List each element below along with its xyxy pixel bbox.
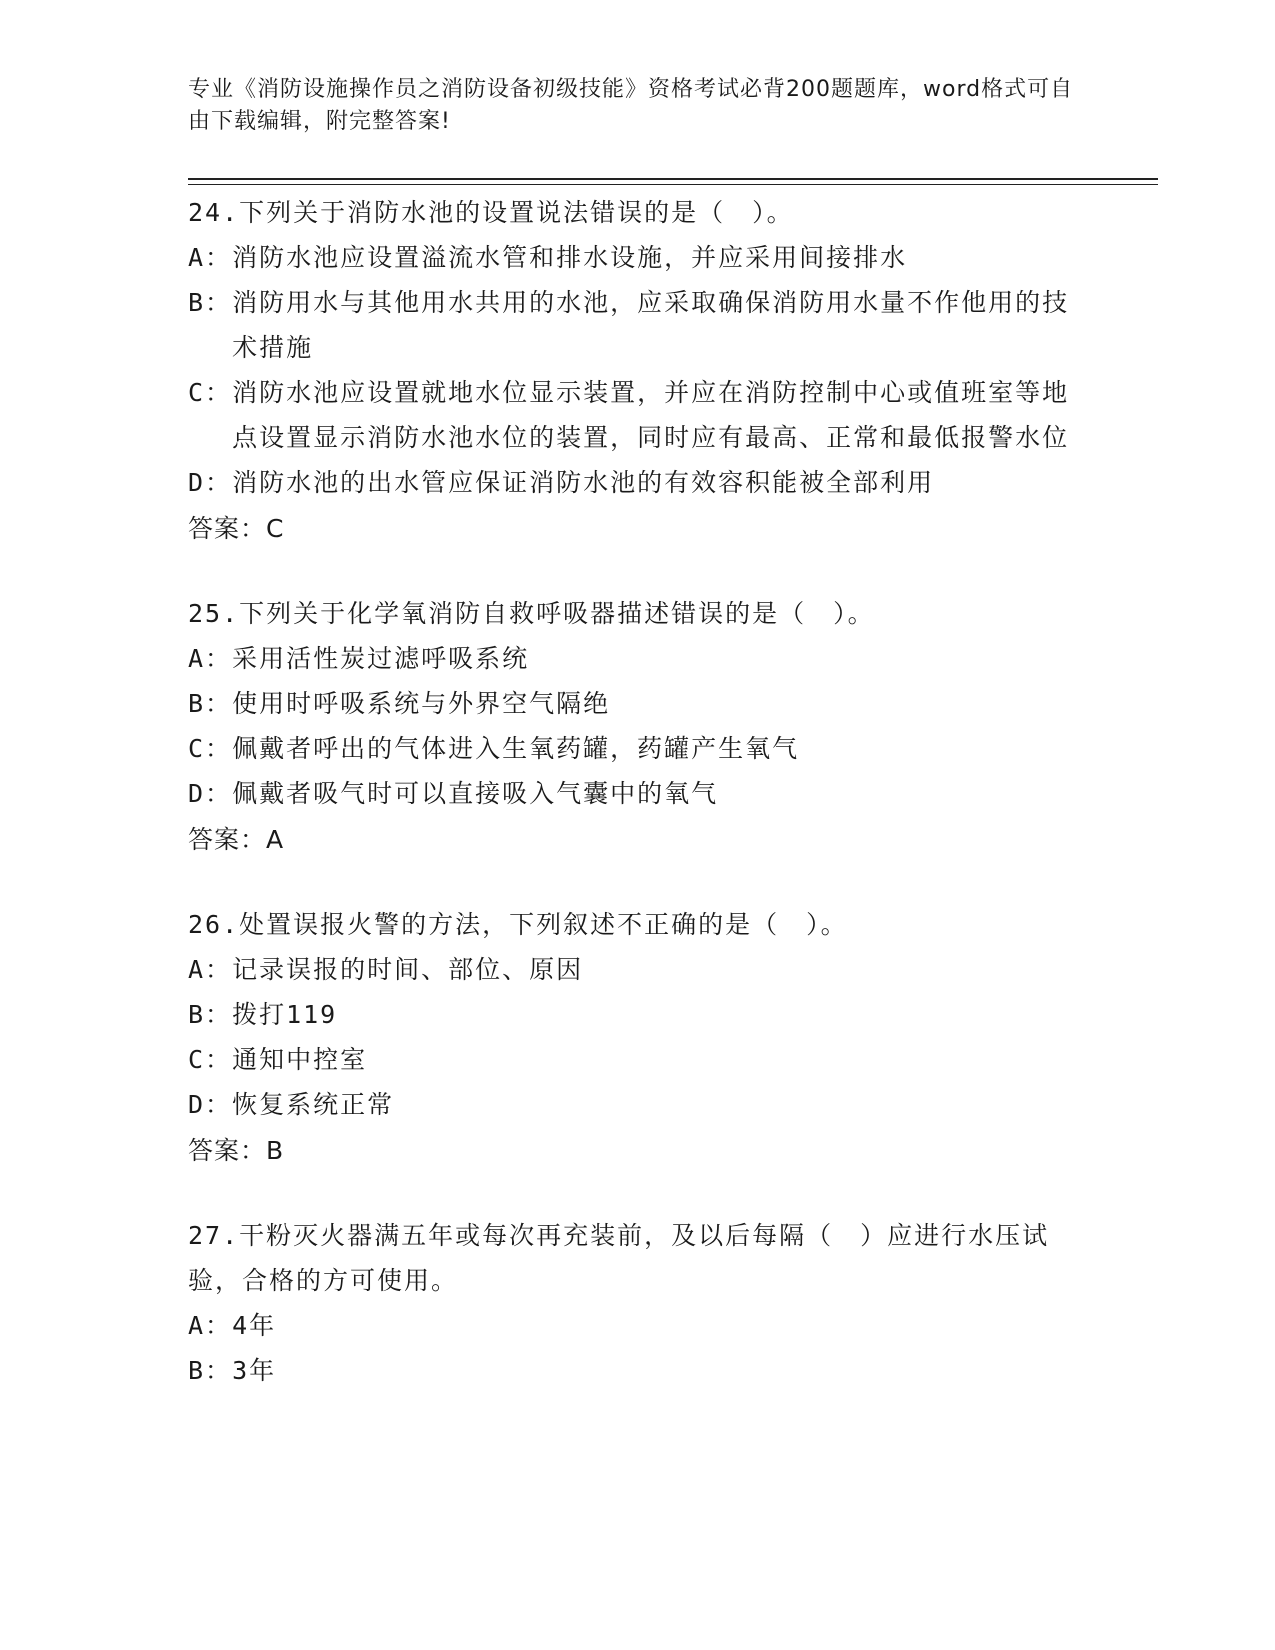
option-c: [188, 370, 1088, 460]
question-25: [188, 591, 1088, 864]
option-c: [188, 726, 1088, 771]
option-text: 恢复系统正常: [232, 1090, 395, 1119]
header-rule-thick: [188, 178, 1158, 180]
option-label: A：: [188, 955, 233, 984]
option-text: 4年: [232, 1311, 277, 1340]
option-b: [188, 280, 1088, 370]
option-d: [188, 771, 1088, 816]
option-label: A：: [188, 644, 233, 673]
option-text: 佩戴者呼出的气体进入生氧药罐，药罐产生氧气: [232, 734, 800, 763]
option-text: 通知中控室: [232, 1045, 368, 1074]
option-b: [188, 681, 1088, 726]
option-label: C：: [188, 734, 233, 763]
option-label: B：: [188, 1356, 233, 1385]
option-text: 消防水池应设置就地水位显示装置，并应在消防控制中心或值班室等地点设置显示消防水池水位的装置，同时应有最高、正常和最低报警水位: [232, 378, 1070, 452]
option-label: C：: [188, 1045, 233, 1074]
question-stem: 27.干粉灭火器满五年或每次再充装前，及以后每隔（ ）应进行水压试验，合格的方可使用。: [188, 1221, 1050, 1295]
option-text: 消防用水与其他用水共用的水池，应采取确保消防用水量不作他用的技术措施: [232, 288, 1070, 362]
option-text: 拨打119: [232, 1000, 338, 1029]
question-26: [188, 902, 1088, 1175]
option-b: [188, 1348, 1088, 1393]
option-d: [188, 1082, 1088, 1127]
option-label: B：: [188, 288, 233, 317]
option-d: [188, 460, 1088, 505]
option-label: B：: [188, 1000, 233, 1029]
option-text: 消防水池的出水管应保证消防水池的有效容积能被全部利用: [232, 468, 935, 497]
document-header: 专业《消防设施操作员之消防设备初级技能》资格考试必背200题题库，word格式可自由下载编辑，附完整答案!: [188, 77, 1074, 134]
option-label: D：: [188, 468, 233, 497]
question-stem: 26.处置误报火警的方法，下列叙述不正确的是（ ）。: [188, 910, 848, 939]
option-b: [188, 992, 1088, 1037]
option-label: A：: [188, 1311, 233, 1340]
option-a: [188, 947, 1088, 992]
question-27: [188, 1213, 1088, 1393]
option-text: 采用活性炭过滤呼吸系统: [232, 644, 530, 673]
question-24: [188, 190, 1088, 553]
question-list: [188, 190, 1088, 1431]
question-stem: 25.下列关于化学氧消防自救呼吸器描述错误的是（ ）。: [188, 599, 875, 628]
option-text: 记录误报的时间、部位、原因: [232, 955, 584, 984]
option-label: C：: [188, 378, 233, 407]
answer: 答案：A: [188, 825, 285, 854]
option-a: [188, 636, 1088, 681]
answer: 答案：C: [188, 514, 285, 543]
option-text: 使用时呼吸系统与外界空气隔绝: [232, 689, 611, 718]
answer: 答案：B: [188, 1136, 285, 1165]
option-label: D：: [188, 779, 233, 808]
option-a: [188, 235, 1088, 280]
option-label: B：: [188, 689, 233, 718]
option-text: 消防水池应设置溢流水管和排水设施，并应采用间接排水: [232, 243, 908, 272]
option-text: 佩戴者吸气时可以直接吸入气囊中的氧气: [232, 779, 719, 808]
option-label: D：: [188, 1090, 233, 1119]
option-a: [188, 1303, 1088, 1348]
header-rule-thin: [188, 184, 1158, 185]
question-stem: 24.下列关于消防水池的设置说法错误的是（ ）。: [188, 198, 794, 227]
option-text: 3年: [232, 1356, 277, 1385]
option-label: A：: [188, 243, 233, 272]
option-c: [188, 1037, 1088, 1082]
